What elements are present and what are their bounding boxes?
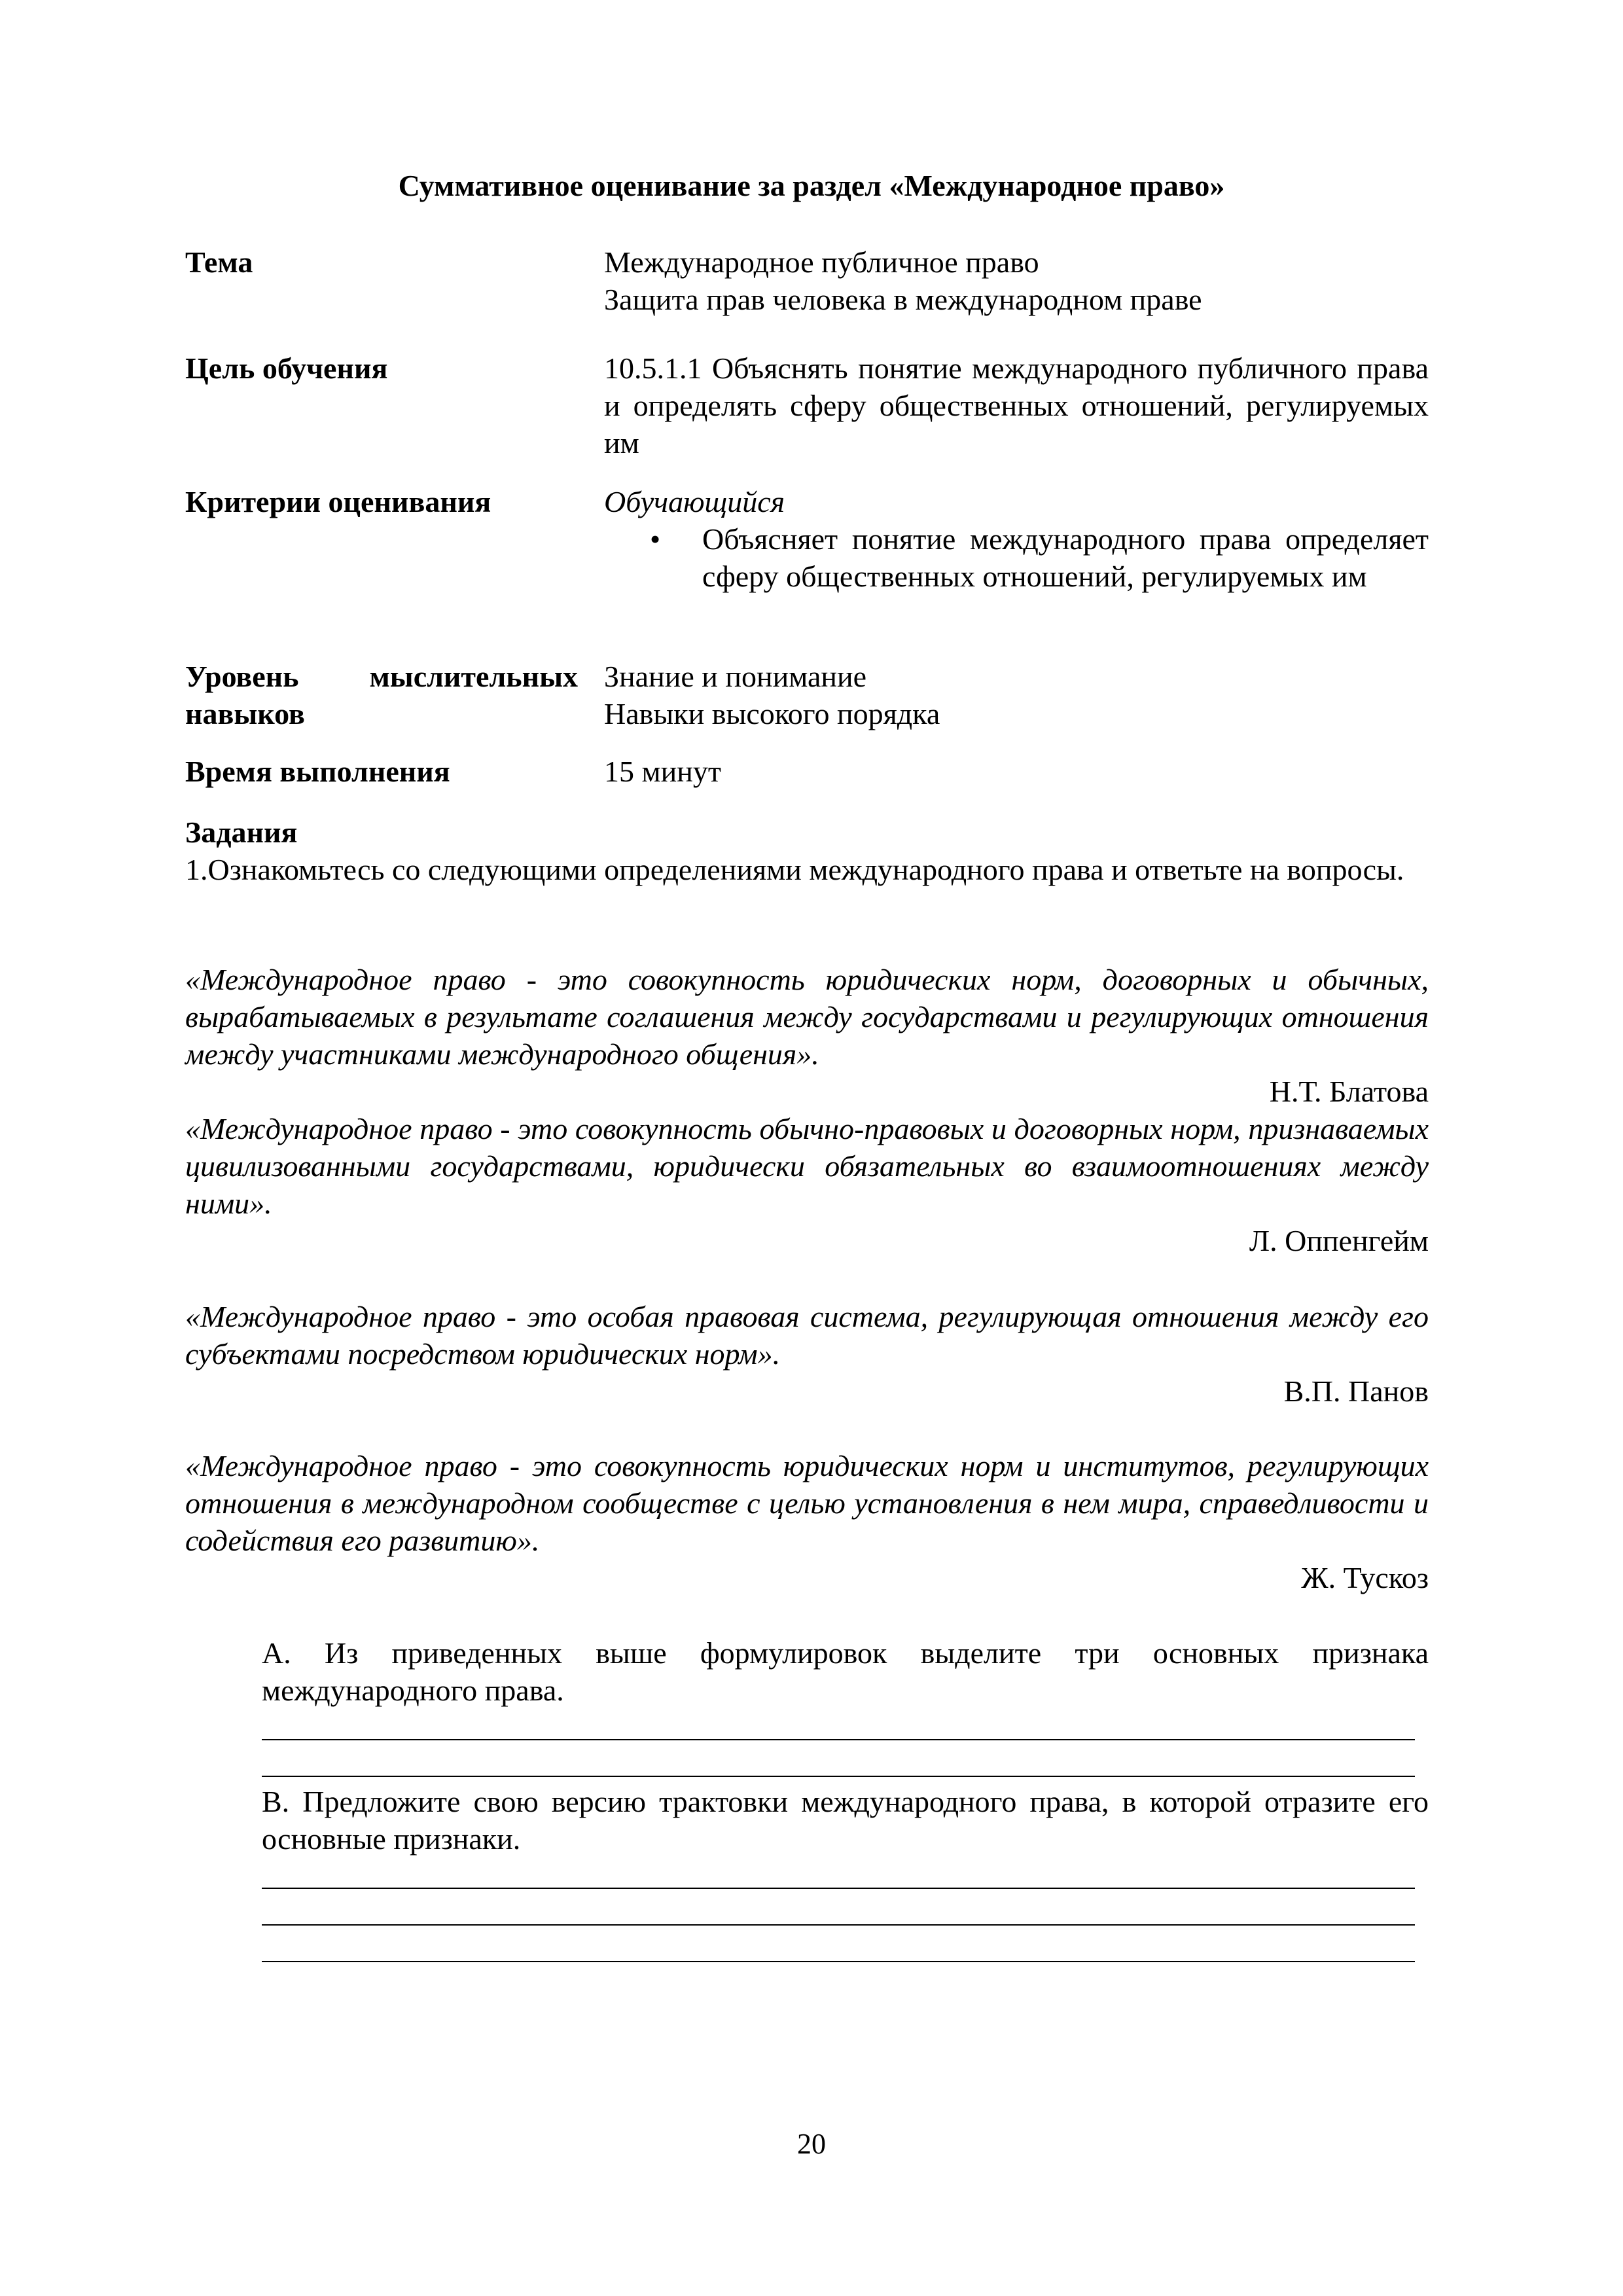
criteria-value <box>604 483 1429 595</box>
time-label: Время выполнения <box>185 755 450 788</box>
answer-line-b1[interactable] <box>262 1888 1415 1889</box>
answer-line-a1[interactable] <box>262 1739 1415 1740</box>
criteria-label: Критерии оценивания <box>185 485 491 518</box>
quote-block <box>185 1110 1429 1259</box>
quote-text: «Международное право - это совокупность юридических норм и институтов, регулирующих отношения в международном сообществе с целью установления в нем мира, справедливости и содействия его развитию». <box>185 1449 1429 1557</box>
quote-author: Ж. Тускоз <box>1301 1561 1429 1594</box>
quote-author: В.П. Панов <box>1283 1374 1429 1408</box>
skills-line: Навыки высокого порядка <box>604 697 940 730</box>
question-b: В. Предложите свою версию трактовки международного права, в которой отразите его основные признаки. <box>262 1785 1429 1856</box>
time-value: 15 минут <box>604 755 721 788</box>
goal-label: Цель обучения <box>185 351 388 385</box>
quote-block <box>185 961 1429 1110</box>
page-title: Суммативное оценивание за раздел «Международное право» <box>398 169 1225 202</box>
quote-block <box>185 1298 1429 1410</box>
tasks-intro: 1.Ознакомьтесь со следующими определениями международного права и ответьте на вопросы. <box>185 853 1404 886</box>
skills-line: Знание и понимание <box>604 660 867 693</box>
answer-line-b2[interactable] <box>262 1924 1415 1926</box>
skills-label: Уровень мыслительных навыков <box>185 660 578 730</box>
answer-line-b3[interactable] <box>262 1961 1415 1962</box>
answer-line-a2[interactable] <box>262 1776 1415 1777</box>
criteria-bullet-item <box>604 520 1429 595</box>
goal-text: 10.5.1.1 Объяснять понятие международного публичного права и определять сферу общественных отношений, регулируемых им <box>604 351 1429 459</box>
topic-line: Международное публичное право <box>604 245 1039 279</box>
quote-author: Н.Т. Блатова <box>1269 1075 1429 1108</box>
page-number: 20 <box>797 2128 826 2160</box>
skills-value <box>604 658 1429 732</box>
topic-value <box>604 243 1429 318</box>
bullet-icon: • <box>650 522 661 556</box>
criteria-intro: Обучающийся <box>604 485 785 518</box>
criteria-bullet-text: Объясняет понятие международного права определяет сферу общественных отношений, регулируемых им <box>702 522 1429 593</box>
quote-block <box>185 1447 1429 1596</box>
quote-text: «Международное право - это совокупность юридических норм, договорных и обычных, вырабатываемых в результате соглашения между государствами и регулирующих отношения между участниками международного общения». <box>185 963 1429 1071</box>
topic-line: Защита прав человека в международном праве <box>604 283 1202 316</box>
quote-text: «Международное право - это совокупность обычно-правовых и договорных норм, признаваемых цивилизованными государствами, юридически обязательных во взаимоотношениях между ними». <box>185 1112 1429 1220</box>
tasks-block <box>185 814 1429 888</box>
quote-text: «Международное право - это особая правовая система, регулирующая отношения между его субъектами посредством юридических норм». <box>185 1300 1429 1371</box>
quote-author: Л. Оппенгейм <box>1249 1224 1429 1257</box>
tasks-heading: Задания <box>185 816 298 849</box>
topic-label: Тема <box>185 245 253 279</box>
question-a: А. Из приведенных выше формулировок выделите три основных признака международного права. <box>262 1636 1429 1707</box>
